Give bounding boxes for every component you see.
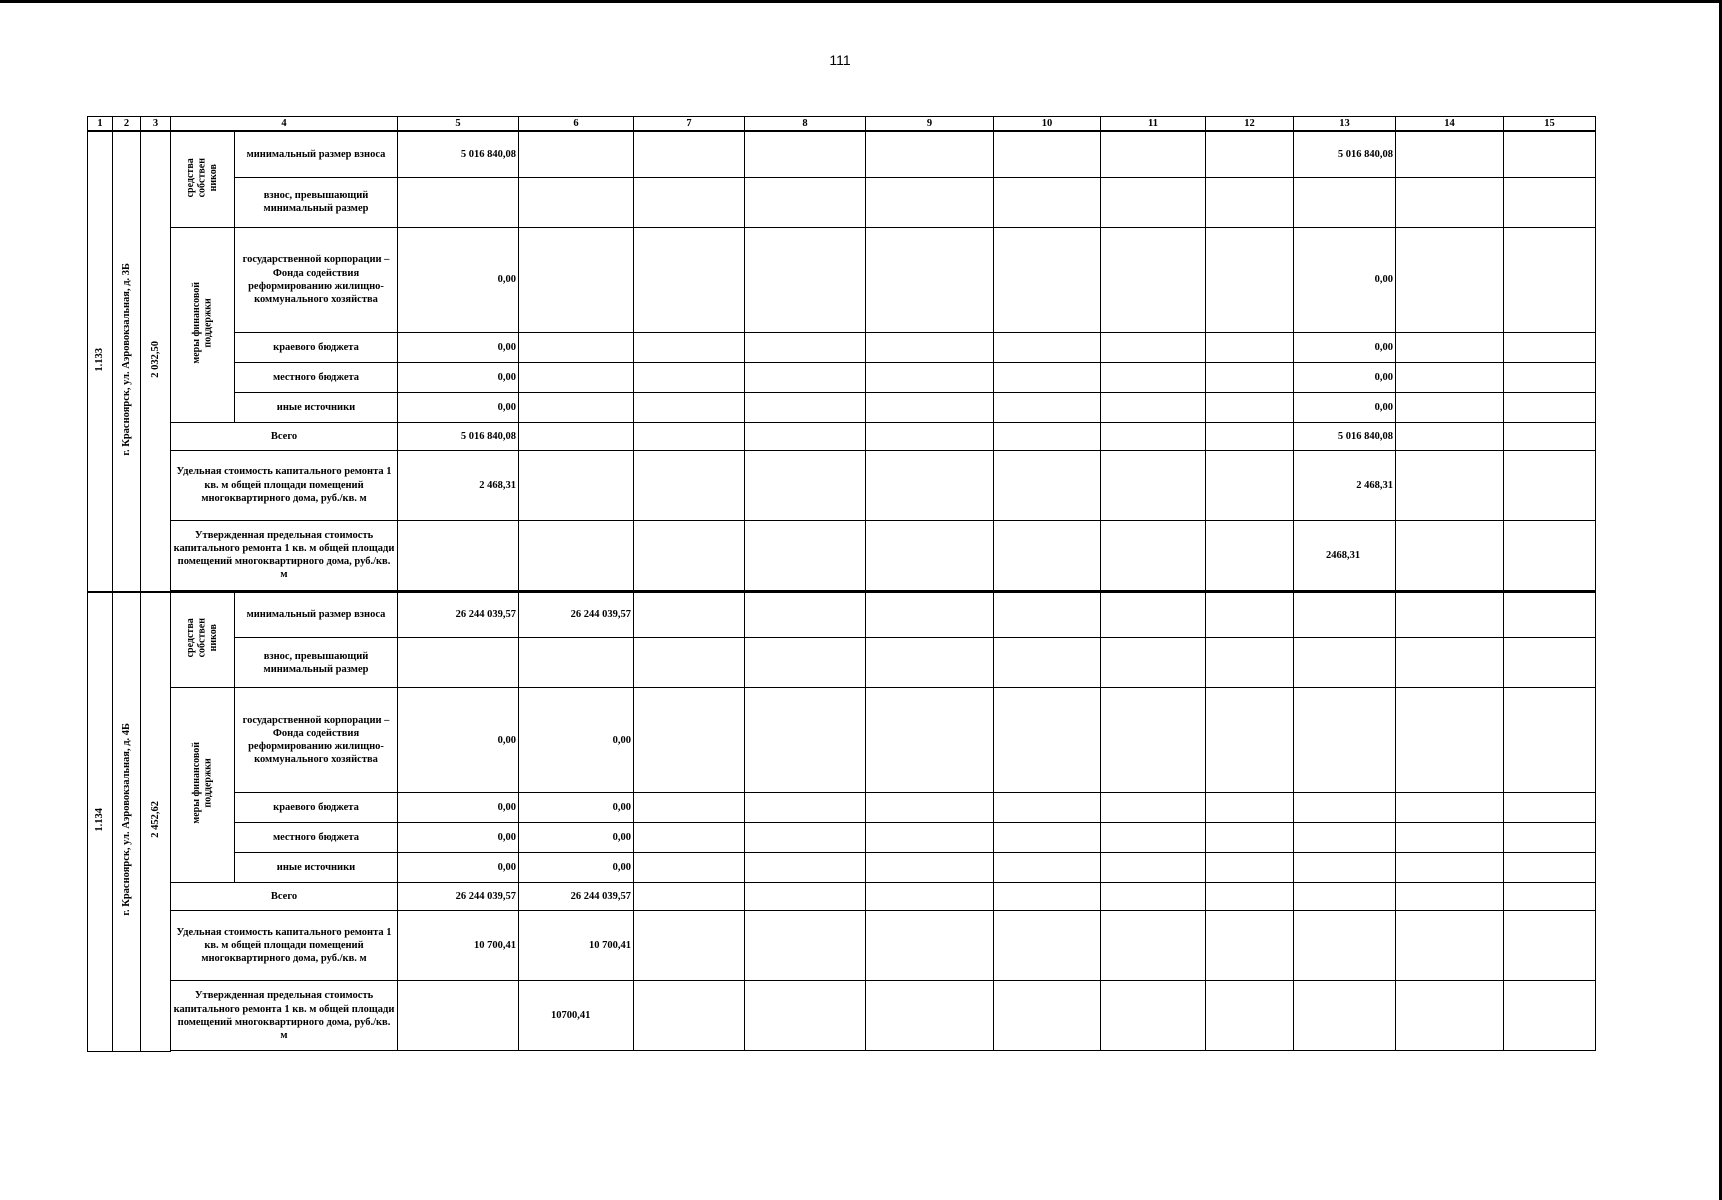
cell-c6 — [519, 362, 634, 392]
cell-c6 — [519, 131, 634, 177]
table-row — [88, 520, 1596, 590]
min-fee-label: минимальный размер взноса — [235, 131, 398, 177]
table-row — [88, 981, 1596, 1051]
cell-c13: 2468,31 — [1294, 520, 1396, 590]
table-row — [88, 688, 1596, 793]
cell-c5: 26 244 039,57 — [398, 883, 519, 911]
record-address: г. Красноярск, ул. Аэровокзальная, д. 4Б — [113, 592, 141, 1052]
table-row — [88, 392, 1596, 422]
total-label: Всего — [171, 883, 398, 911]
capital-repair-table — [87, 116, 1596, 1052]
col-header-1: 1 — [88, 117, 113, 132]
table-row — [88, 177, 1596, 227]
owners-funds-label: средства собствен ников — [171, 592, 235, 688]
cell-c6 — [519, 227, 634, 332]
col-header-7: 7 — [634, 117, 745, 132]
table-row — [88, 131, 1596, 177]
col-header-14: 14 — [1396, 117, 1504, 132]
financial-support-label: меры финансовой поддержки — [171, 688, 235, 883]
cell-c5: 0,00 — [398, 332, 519, 362]
approved-limit-label: Утвержденная предельная стоимость капитального ремонта 1 кв. м общей площади помещений многоквартирного дома, руб./кв. м — [171, 981, 398, 1051]
cell-c6 — [519, 450, 634, 520]
table-row — [88, 823, 1596, 853]
table-row — [88, 853, 1596, 883]
cell-c13: 0,00 — [1294, 227, 1396, 332]
cell-c5: 0,00 — [398, 793, 519, 823]
table-row — [88, 362, 1596, 392]
cell-c6: 0,00 — [519, 793, 634, 823]
cell-c13 — [1294, 823, 1396, 853]
cell-c13 — [1294, 883, 1396, 911]
cell-c5: 0,00 — [398, 227, 519, 332]
record-area: 2 452,62 — [141, 592, 171, 1052]
cell-c6 — [519, 520, 634, 590]
column-header-row — [88, 117, 1596, 132]
cell-c6: 0,00 — [519, 688, 634, 793]
regional-budget-label: краевого бюджета — [235, 332, 398, 362]
cell-c5: 5 016 840,08 — [398, 131, 519, 177]
cell-c13: 2 468,31 — [1294, 450, 1396, 520]
cell-c13 — [1294, 688, 1396, 793]
cell-c6 — [519, 392, 634, 422]
state-corp-label: государственной корпорации – Фонда содействия реформированию жилищно-коммунального хозяйства — [235, 227, 398, 332]
table-row — [88, 227, 1596, 332]
cell-c13: 0,00 — [1294, 332, 1396, 362]
col-header-10: 10 — [994, 117, 1101, 132]
financial-support-label: меры финансовой поддержки — [171, 227, 235, 422]
table-row — [88, 332, 1596, 362]
cell-c5: 0,00 — [398, 853, 519, 883]
record-address: г. Красноярск, ул. Аэровокзальная, д. 3Б — [113, 131, 141, 592]
page-frame-top — [0, 0, 1722, 3]
col-header-8: 8 — [745, 117, 866, 132]
other-sources-label: иные источники — [235, 853, 398, 883]
min-fee-label: минимальный размер взноса — [235, 592, 398, 638]
col-header-6: 6 — [519, 117, 634, 132]
page-number: 111 — [829, 52, 851, 68]
unit-cost-label: Удельная стоимость капитального ремонта 1 кв. м общей площади помещений многоквартирного дома, руб./кв. м — [171, 450, 398, 520]
regional-budget-label: краевого бюджета — [235, 793, 398, 823]
col-header-9: 9 — [866, 117, 994, 132]
record-id: 1.133 — [88, 131, 113, 592]
cell-c5: 26 244 039,57 — [398, 592, 519, 638]
cell-c6 — [519, 422, 634, 450]
col-header-3: 3 — [141, 117, 171, 132]
cell-c6: 10700,41 — [519, 981, 634, 1051]
cell-c6: 0,00 — [519, 853, 634, 883]
table-row — [88, 450, 1596, 520]
col-header-11: 11 — [1101, 117, 1206, 132]
cell-c6: 26 244 039,57 — [519, 592, 634, 638]
cell-c5: 10 700,41 — [398, 911, 519, 981]
local-budget-label: местного бюджета — [235, 823, 398, 853]
table-row — [88, 422, 1596, 450]
cell-c13: 5 016 840,08 — [1294, 422, 1396, 450]
other-sources-label: иные источники — [235, 392, 398, 422]
cell-c13 — [1294, 981, 1396, 1051]
local-budget-label: местного бюджета — [235, 362, 398, 392]
state-corp-label: государственной корпорации – Фонда содействия реформированию жилищно-коммунального хозяйства — [235, 688, 398, 793]
cell-c6: 26 244 039,57 — [519, 883, 634, 911]
cell-c13 — [1294, 853, 1396, 883]
cell-c5: 0,00 — [398, 688, 519, 793]
table-row — [88, 638, 1596, 688]
table-row — [88, 592, 1596, 638]
record-id: 1.134 — [88, 592, 113, 1052]
col-header-13: 13 — [1294, 117, 1396, 132]
record-area: 2 032,50 — [141, 131, 171, 592]
cell-c6 — [519, 332, 634, 362]
cell-c13 — [1294, 911, 1396, 981]
approved-limit-label: Утвержденная предельная стоимость капитального ремонта 1 кв. м общей площади помещений многоквартирного дома, руб./кв. м — [171, 520, 398, 590]
cell-c5: 0,00 — [398, 392, 519, 422]
over-min-label: взнос, превышающий минимальный размер — [235, 177, 398, 227]
cell-c5: 5 016 840,08 — [398, 422, 519, 450]
col-header-12: 12 — [1206, 117, 1294, 132]
col-header-15: 15 — [1504, 117, 1596, 132]
col-header-4: 4 — [171, 117, 398, 132]
cell-c13 — [1294, 793, 1396, 823]
unit-cost-label: Удельная стоимость капитального ремонта 1 кв. м общей площади помещений многоквартирного дома, руб./кв. м — [171, 911, 398, 981]
col-header-2: 2 — [113, 117, 141, 132]
cell-c6: 10 700,41 — [519, 911, 634, 981]
over-min-label: взнос, превышающий минимальный размер — [235, 638, 398, 688]
total-label: Всего — [171, 422, 398, 450]
cell-c13: 0,00 — [1294, 362, 1396, 392]
col-header-5: 5 — [398, 117, 519, 132]
owners-funds-label: средства собствен ников — [171, 131, 235, 227]
cell-c6: 0,00 — [519, 823, 634, 853]
table-row — [88, 793, 1596, 823]
cell-c5: 2 468,31 — [398, 450, 519, 520]
cell-c13 — [1294, 592, 1396, 638]
table-row — [88, 883, 1596, 911]
cell-c13: 5 016 840,08 — [1294, 131, 1396, 177]
cell-c13: 0,00 — [1294, 392, 1396, 422]
cell-c5: 0,00 — [398, 823, 519, 853]
table-row — [88, 911, 1596, 981]
cell-c5: 0,00 — [398, 362, 519, 392]
